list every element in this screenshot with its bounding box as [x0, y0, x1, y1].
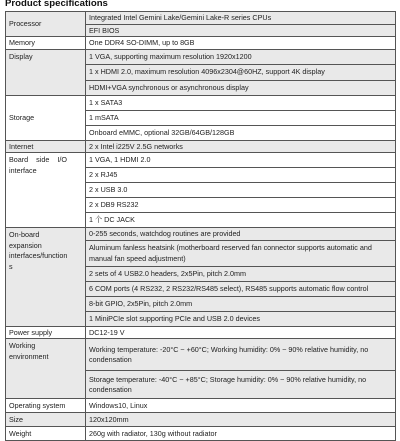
spec-value: 6 COM ports (4 RS232, 2 RS232/RS485 select), RS485 supports automatic flow control	[86, 281, 396, 296]
spec-value: 260g with radiator, 130g without radiator	[86, 427, 396, 441]
page-title: Product specifications	[5, 0, 108, 9]
spec-value: 1 x HDMI 2.0, maximum resolution 4096x2304@60HZ, support 4K display	[86, 64, 396, 80]
spec-value: 1 VGA, supporting maximum resolution 1920x1200	[86, 49, 396, 64]
spec-value: 2 x Intel i225V 2.5G networks	[86, 140, 396, 153]
row-label-internet: Internet	[6, 140, 86, 153]
label-line: interface	[9, 165, 37, 175]
spec-value: 2 x DB9 RS232	[86, 198, 396, 213]
table-row	[6, 427, 396, 441]
label-line: environment	[9, 351, 49, 361]
spec-value: 1 MiniPCIe slot supporting PCIe and USB 2.0 devices	[86, 311, 396, 326]
row-label-display: Display	[6, 49, 86, 95]
spec-value: 2 x RJ45	[86, 168, 396, 183]
spec-value: 2 x USB 3.0	[86, 183, 396, 198]
row-label-storage: Storage	[6, 95, 86, 140]
row-label-memory: Memory	[6, 37, 86, 50]
table-row	[6, 153, 396, 168]
table-row	[6, 399, 396, 413]
row-label-processor: Processor	[6, 12, 86, 37]
table-row	[6, 326, 396, 339]
spec-value: 8-bit GPIO, 2x5Pin, pitch 2.0mm	[86, 296, 396, 311]
table-row	[6, 228, 396, 241]
row-label-working	[6, 339, 86, 399]
table-row	[6, 413, 396, 427]
table-row	[6, 12, 396, 25]
label-line: On-board	[9, 230, 40, 239]
table-row	[6, 37, 396, 50]
spec-value: EFI BIOS	[86, 24, 396, 37]
spec-value: 1 个 DC JACK	[86, 213, 396, 228]
table-row	[6, 140, 396, 153]
spec-value: Integrated Intel Gemini Lake/Gemini Lake-R series CPUs	[86, 12, 396, 25]
label-line: s	[9, 261, 13, 271]
spec-value: Windows10, Linux	[86, 399, 396, 413]
row-label-board-io	[6, 153, 86, 228]
spec-value: Working temperature: -20°C ~ +60°C; Working humidity: 0% ~ 90% relative humidity, no condensation	[86, 339, 396, 371]
spec-value: One DDR4 SO-DIMM, up to 8GB	[86, 37, 396, 50]
label-line: interfaces/function	[9, 251, 68, 260]
label-line: expansion	[9, 240, 42, 250]
row-label-onboard	[6, 228, 86, 327]
spec-value: 2 sets of 4 USB2.0 headers, 2x5Pin, pitch 2.0mm	[86, 266, 396, 281]
table-row	[6, 49, 396, 64]
row-label-power: Power supply	[6, 326, 86, 339]
spec-value: 120x120mm	[86, 413, 396, 427]
label-line: Board side I/O	[9, 155, 67, 164]
row-label-weight: Weight	[6, 427, 86, 441]
spec-value: Onboard eMMC, optional 32GB/64GB/128GB	[86, 125, 396, 140]
spec-value: HDMI+VGA synchronous or asynchronous display	[86, 80, 396, 95]
spec-value: 1 mSATA	[86, 110, 396, 125]
spec-value: DC12-19 V	[86, 326, 396, 339]
spec-value: 0-255 seconds, watchdog routines are provided	[86, 228, 396, 241]
spec-value: Storage temperature: -40°C ~ +85°C; Storage humidity: 0% ~ 90% relative humidity, no condensation	[86, 371, 396, 399]
table-row	[6, 95, 396, 110]
label-line: Working	[9, 341, 36, 350]
row-label-size: Size	[6, 413, 86, 427]
spec-value: 1 VGA, 1 HDMI 2.0	[86, 153, 396, 168]
table-row	[6, 339, 396, 371]
spec-table	[5, 11, 396, 441]
spec-value: Aluminum fanless heatsink (motherboard reserved fan connector supports automatic and manual fan speed adjustment)	[86, 240, 396, 266]
row-label-os: Operating system	[6, 399, 86, 413]
spec-value: 1 x SATA3	[86, 95, 396, 110]
